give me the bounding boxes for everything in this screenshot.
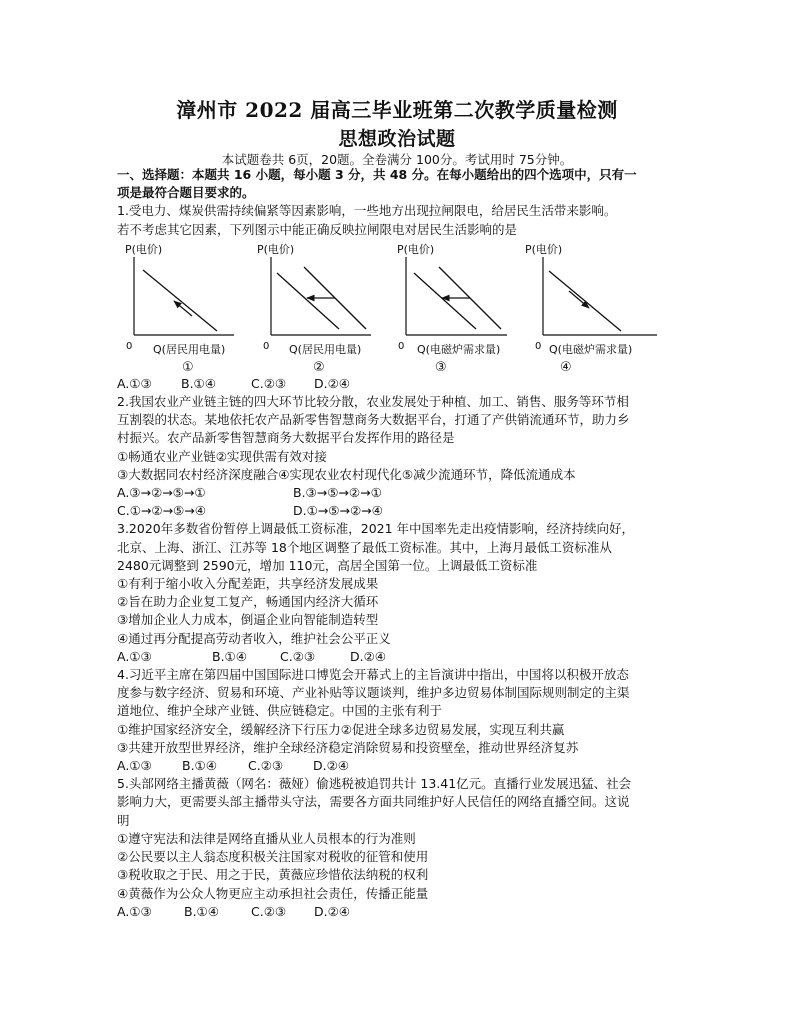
q5-item: ③税收取之于民、用之于民，黄薇应珍惜依法纳税的权利 xyxy=(117,867,429,883)
q3-item: ③增加企业人力成本，倒逼企业向智能制造转型 xyxy=(117,612,379,628)
q4-stem-line: 度参与数字经济、贸易和环境、产业补贴等议题谈判，维护多边贸易体制国际规则制定的主渠 xyxy=(117,685,630,701)
graph-1 xyxy=(125,242,234,374)
graph-4-p-label: P(电价) xyxy=(525,242,563,256)
q2-stem-line: 2.我国农业产业链主链的四大环节比较分散，农业发展处于种植、加工、销售、服务等环节相 xyxy=(117,394,629,410)
graph-2-number: ② xyxy=(313,359,325,374)
page-title: 漳州市 2022 届高三毕业班第二次教学质量检测 xyxy=(176,98,618,122)
q2-item: ①畅通农业产业链②实现供需有效对接 xyxy=(117,448,327,464)
graph-1-number: ① xyxy=(182,359,194,374)
section-heading-cont: 项是最符合题目要求的。 xyxy=(117,185,255,201)
q1-option-b[interactable]: B.①④ xyxy=(181,375,216,391)
q2-stem-line: 村振兴。农产品新零售智慧商务大数据平台发挥作用的路径是 xyxy=(117,430,455,446)
graph-4-q-label: Q(电磁炉需求量) xyxy=(549,342,633,356)
graph-2-q-label: Q(居民用电量) xyxy=(289,342,362,356)
q2-option-b[interactable]: B.③→⑤→②→① xyxy=(293,485,382,501)
graph-3-q-label: Q(电磁炉需求量) xyxy=(417,342,501,356)
graph-4 xyxy=(525,242,657,374)
graph-3-number: ③ xyxy=(435,359,447,374)
q2-option-d[interactable]: D.①→⑤→②→④ xyxy=(293,503,383,519)
q3-stem-line: 2480元调整到 2590元，增加 110元，高居全国第一位。上调最低工资标准 xyxy=(117,557,538,573)
q1-option-d[interactable]: D.②④ xyxy=(314,375,351,391)
q5-option-c[interactable]: C.②③ xyxy=(251,903,287,919)
q4-options xyxy=(117,757,673,775)
graph-1-p-label: P(电价) xyxy=(125,242,163,256)
graph-2-origin: 0 xyxy=(263,340,270,352)
q3-stem-line: 北京、上海、浙江、江苏等 18个地区调整了最低工资标准。其中，上海月最低工资标准从 xyxy=(117,539,612,555)
graph-3-p-label: P(电价) xyxy=(397,242,435,256)
q1-stem-line: 1.受电力、煤炭供需持续偏紧等因素影响，一些地方出现拉闸限电，给居民生活带来影响。 xyxy=(117,203,617,219)
q5-option-b[interactable]: B.①④ xyxy=(184,903,219,919)
q4-stem-line: 道地位、维护全球产业链、供应链稳定。中国的主张有利于 xyxy=(117,703,443,719)
graph-3-curve-1 xyxy=(414,273,476,329)
q1-graphs xyxy=(117,241,673,374)
graph-2 xyxy=(257,242,371,374)
graph-4-arrow xyxy=(569,291,589,308)
q5-stem-line: 明 xyxy=(117,812,130,828)
q4-option-d[interactable]: D.②④ xyxy=(313,758,350,774)
graph-2-curve-1 xyxy=(277,273,339,329)
q3-option-a[interactable]: A.①③ xyxy=(117,648,152,664)
q5-option-d[interactable]: D.②④ xyxy=(314,903,351,919)
q3-option-b[interactable]: B.①④ xyxy=(212,648,247,664)
q3-stem-line: 3.2020年多数省份暂停上调最低工资标准，2021 年中国率先走出疫情影响，经济持续向好， xyxy=(117,521,635,537)
page-subtitle: 思想政治试题 xyxy=(338,128,456,150)
q4-item: ①维护国家经济安全，缓解经济下行压力②促进全球多边贸易发展，实现互利共赢 xyxy=(117,721,565,737)
q2-options-row xyxy=(117,484,673,502)
q4-option-a[interactable]: A.①③ xyxy=(117,758,152,774)
q3-item: ②旨在助力企业复工复产，畅通国内经济大循环 xyxy=(117,594,379,610)
graph-1-curve xyxy=(143,270,217,331)
q4-option-c[interactable]: C.②③ xyxy=(248,758,284,774)
q2-item: ③大数据同农村经济深度融合④实现农业农村现代化⑤减少流通环节，降低流通成本 xyxy=(117,466,576,482)
q3-options xyxy=(117,648,673,666)
exam-note: 本试题卷共 6页，20题。全卷满分 100分。考试用时 75分钟。 xyxy=(221,152,573,167)
graph-1-origin: 0 xyxy=(126,340,133,352)
q5-item: ④黄薇作为公众人物更应主动承担社会责任，传播正能量 xyxy=(117,885,429,901)
q4-item: ③共建开放型世界经济，维护全球经济稳定消除贸易和投资壁垒，推动世界经济复苏 xyxy=(117,739,579,755)
q5-option-a[interactable]: A.①③ xyxy=(117,903,152,919)
q1-graphs-svg xyxy=(117,241,677,374)
graph-1-q-label: Q(居民用电量) xyxy=(153,342,226,356)
q1-options xyxy=(117,375,673,393)
q3-option-c[interactable]: C.②③ xyxy=(280,648,316,664)
q4-option-b[interactable]: B.①④ xyxy=(182,758,217,774)
exam-content xyxy=(117,166,673,921)
q4-stem-line: 4.习近平主席在第四届中国国际进口博览会开幕式上的主旨演讲中指出，中国将以积极开放态 xyxy=(117,667,629,683)
graph-2-p-label: P(电价) xyxy=(257,242,295,256)
graph-3-origin: 0 xyxy=(398,340,405,352)
q3-item: ①有利于缩小收入分配差距，共享经济发展成果 xyxy=(117,576,379,592)
q2-option-a[interactable]: A.③→②→⑤→① xyxy=(117,485,206,501)
graph-3 xyxy=(397,242,507,374)
section-heading: 一、选择题：本题共 16 小题，每小题 3 分，共 48 分。在每小题给出的四个选项中，只有一 xyxy=(117,167,637,182)
graph-4-curve xyxy=(549,271,621,331)
q1-stem-line: 若不考虑其它因素，下列图示中能正确反映拉闸限电对居民生活影响的是 xyxy=(117,221,518,237)
q2-stem-line: 互割裂的状态。某地依托农产品新零售智慧商务大数据平台，打通了产供销流通环节，助力乡 xyxy=(117,412,630,428)
q1-option-a[interactable]: A.①③ xyxy=(117,375,152,391)
q5-stem-line: 5.头部网络主播黄薇（网名：薇娅）偷逃税被追罚共计 13.41亿元。直播行业发展迅猛、社会 xyxy=(117,776,632,792)
q2-options-row xyxy=(117,502,673,520)
graph-4-number: ④ xyxy=(560,359,572,374)
q5-item: ①遵守宪法和法律是网络直播从业人员根本的行为准则 xyxy=(117,830,416,846)
q1-option-c[interactable]: C.②③ xyxy=(251,375,287,391)
q3-item: ④通过再分配提高劳动者收入，维护社会公平正义 xyxy=(117,630,391,646)
q5-stem-line: 影响力大，更需要头部主播带头守法，需要各方面共同维护好人民信任的网络直播空间。这说 xyxy=(117,794,630,810)
q3-option-d[interactable]: D.②④ xyxy=(350,648,387,664)
graph-4-origin: 0 xyxy=(535,340,542,352)
q5-options xyxy=(117,903,673,921)
q2-option-c[interactable]: C.①→②→⑤→④ xyxy=(117,503,206,519)
q5-item: ②公民要以主人翁态度积极关注国家对税收的征管和使用 xyxy=(117,849,429,865)
